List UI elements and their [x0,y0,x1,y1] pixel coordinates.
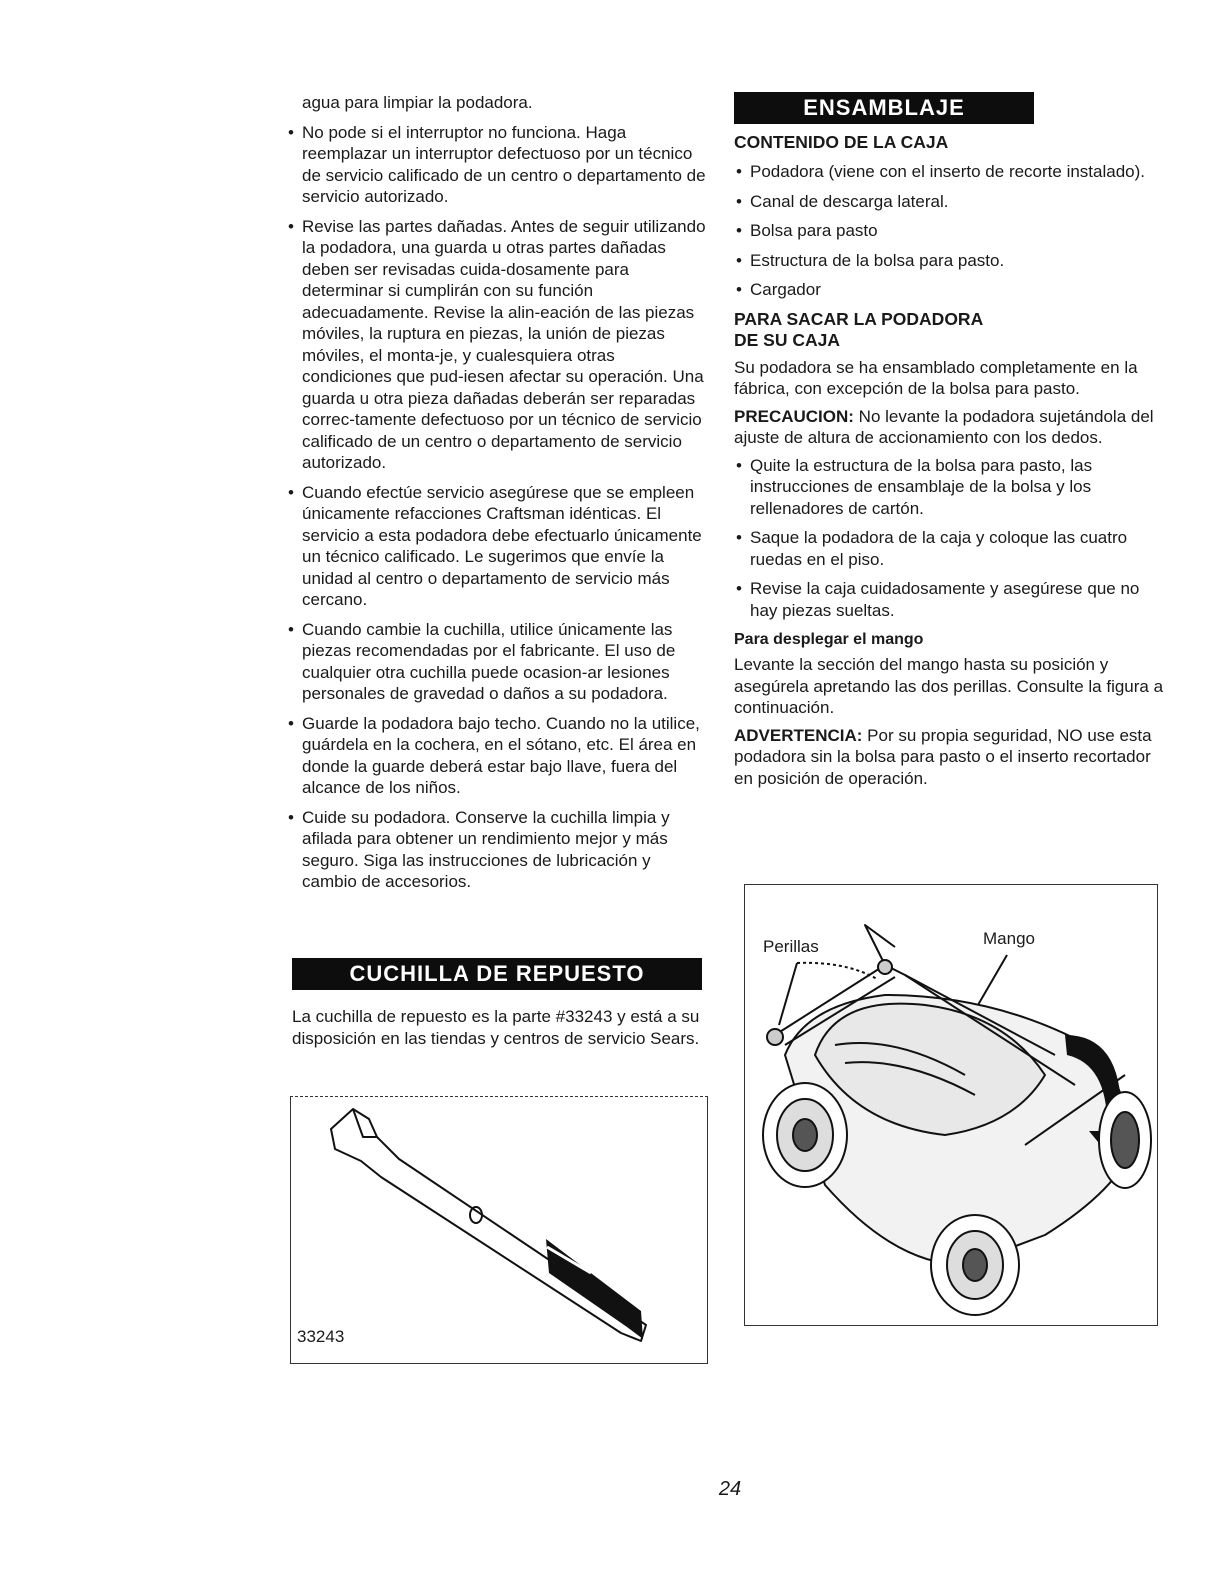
safety-list [286,122,706,893]
blade-text: La cuchilla de repuesto es la parte #33243 y está a su disposición en las tiendas y centros de servicio Sears. [292,1007,700,1048]
blade-illustration [291,1097,707,1363]
blade-banner: CUCHILLA DE REPUESTO [292,958,702,990]
unbox-heading-line2: DE SU CAJA [734,329,840,350]
list-item: • Guarde la podadora bajo techo. Cuando no la utilice, guárdela en la cochera, en el sótano, etc. El área en donde la guarde deberá estar bajo llave, fuera del alcance de los niños. [286,713,706,799]
list-item: • Bolsa para pasto [734,220,1164,242]
list-item: • No pode si el interruptor no funciona. Haga reemplazar un interruptor defectuoso por un técnico de servicio calificado de un centro o departamento de servicio autorizado. [286,122,706,208]
left-column [286,92,706,901]
box-contents-list [734,161,1164,301]
mower-figure [744,884,1158,1326]
warning-label: ADVERTENCIA: [734,725,863,745]
unbox-text: Su podadora se ha ensamblado completamente en la fábrica, con excepción de la bolsa para pasto. [734,357,1138,398]
label-knobs: Perillas [763,937,819,956]
list-item: • Canal de descarga lateral. [734,191,1164,213]
blade-figure [290,1096,708,1364]
list-item: • Revise las partes dañadas. Antes de seguir utilizando la podadora, una guarda u otras partes dañadas deben ser revisadas cuida-dosamente para determinar si cumplirán con su función adecuadamente. Revise la alin-eación de las piezas móviles, la ruptura en piezas, la unión de piezas móviles, el monta-je, y cualesquiera otras condiciones que pud-iesen afectar su operación. Una guarda u otra pieza dañadas deberán ser reparadas correc-tamente defectuoso por un técnico de servicio calificado de un centro o departamento de servicio autorizado. [286,216,706,474]
list-item: • Revise la caja cuidadosamente y asegúrese que no hay piezas sueltas. [734,578,1164,621]
label-handle: Mango [983,929,1035,948]
intro-fragment: agua para limpiar la podadora. [302,93,533,112]
warning-paragraph [734,725,1164,790]
right-column [734,92,1164,789]
list-item: • Cuando cambie la cuchilla, utilice únicamente las piezas recomendadas por el fabricante. El uso de cualquier otra cuchilla puede ocasion-ar lesiones personales de gravedad o daños a su podadora. [286,619,706,705]
list-item: • Cuide su podadora. Conserve la cuchilla limpia y afilada para obtener un rendimiento mejor y más seguro. Siga las instrucciones de lubricación y cambio de accesorios. [286,807,706,893]
box-contents-heading: CONTENIDO DE LA CAJA [734,132,949,152]
list-item: • Quite la estructura de la bolsa para pasto, las instrucciones de ensamblaje de la bolsa y los rellenadores de cartón. [734,455,1164,520]
list-item: • Cuando efectúe servicio asegúrese que se empleen únicamente refacciones Craftsman idénticas. El servicio a esta podadora debe efectuarlo únicamente un técnico calificado. Le sugerimos que envíe la unidad al centro o departamento de servicio más cercano. [286,482,706,611]
unbox-heading [734,309,1164,351]
page-number: 24 [718,1478,742,1500]
handle-heading: Para desplegar el mango [734,631,924,648]
list-item: • Cargador [734,279,1164,301]
warning-text: Por su propia seguridad, NO use esta podadora sin la bolsa para pasto o el inserto recortador en posición de operación. [734,725,1152,788]
caution-text: No levante la podadora sujetándola del ajuste de altura de accionamiento con los dedos. [734,406,1154,447]
list-item: • Podadora (viene con el inserto de recorte instalado). [734,161,1164,183]
list-item: • Saque la podadora de la caja y coloque las cuatro ruedas en el piso. [734,527,1164,570]
caution-label: PRECAUCION: [734,406,854,426]
handle-text: Levante la sección del mango hasta su posición y asegúrela apretando las dos perillas. Consulte la figura a continuación. [734,655,1164,717]
caution-paragraph [734,406,1164,449]
list-item: • Estructura de la bolsa para pasto. [734,250,1164,272]
blade-part-number: 33243 [297,1327,345,1346]
unbox-steps-list [734,455,1164,622]
assembly-banner: ENSAMBLAJE [734,92,1034,124]
unbox-heading-line1: PARA SACAR LA PODADORA [734,308,984,329]
